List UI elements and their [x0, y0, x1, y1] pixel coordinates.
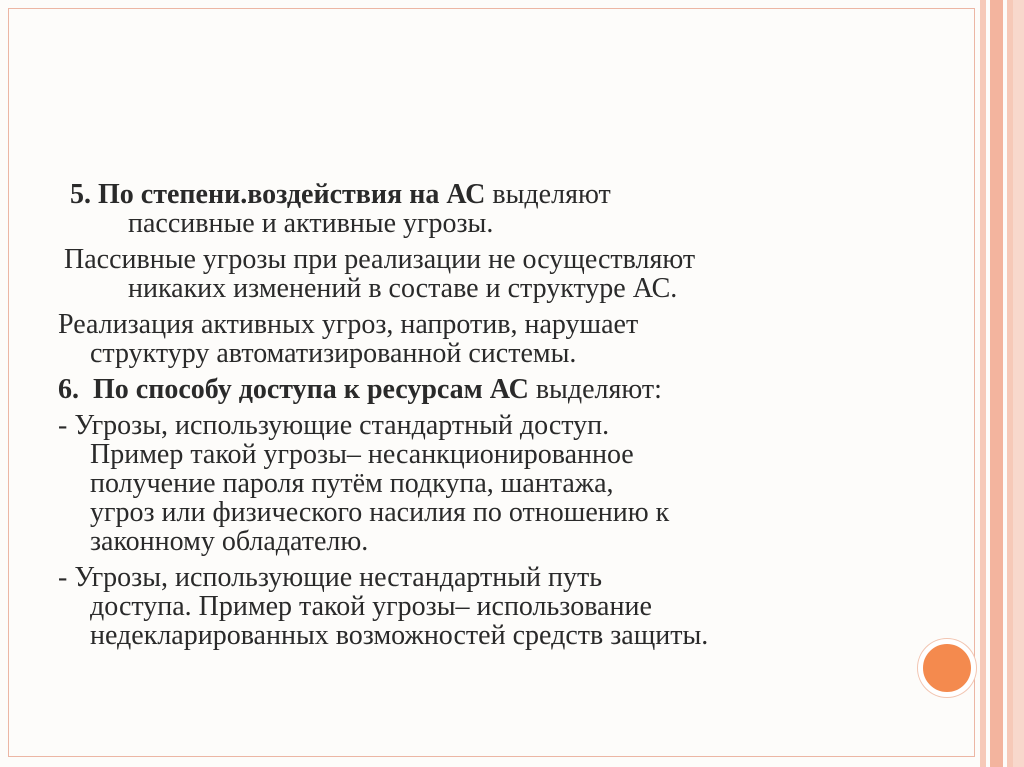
stripe	[990, 0, 1003, 767]
paragraph-5-line-2: пассивные и активные угрозы.	[128, 208, 494, 239]
decorative-stripes	[980, 0, 1024, 767]
item-number: 6.	[58, 374, 79, 405]
text-line: - Угрозы, использующие нестандартный путь	[58, 562, 603, 593]
item-number: 5.	[70, 179, 91, 210]
paragraph-5-line-1	[58, 180, 888, 209]
text-line: Пример такой угрозы– несанкционированное	[90, 439, 634, 470]
text-line: Пассивные угрозы при реализации не осуществляют	[64, 244, 696, 275]
text: выделяют	[485, 179, 611, 210]
stripe	[1013, 0, 1024, 767]
slide-body	[58, 180, 888, 657]
bold-heading: По степени.воздействия на АС	[98, 179, 486, 210]
bullet-standard-access	[58, 411, 888, 556]
decorative-orange-circle	[918, 639, 976, 697]
text-line: Реализация активных угроз, напротив, нарушает	[58, 309, 639, 340]
paragraph-5	[58, 180, 888, 238]
paragraph-active	[58, 310, 888, 368]
text: выделяют:	[528, 374, 662, 405]
text-line: - Угрозы, использующие стандартный доступ.	[58, 410, 610, 441]
bold-heading: По способу доступа к ресурсам АС	[93, 374, 529, 405]
bullet-nonstandard-access	[58, 563, 888, 650]
text-line: недекларированных возможностей средств защиты.	[90, 620, 709, 651]
text-line: никаких изменений в составе и структуре АС.	[128, 273, 678, 304]
paragraph-6-line-1	[58, 375, 888, 404]
text-line: доступа. Пример такой угрозы– использование	[90, 591, 652, 622]
paragraph-passive	[58, 245, 888, 303]
text-line: структуру автоматизированной системы.	[90, 338, 577, 369]
text-line: получение пароля путём подкупа, шантажа,	[90, 468, 614, 499]
text-line: законному обладателю.	[90, 526, 369, 557]
paragraph-6	[58, 375, 888, 404]
text-line: угроз или физического насилия по отношению к	[90, 497, 670, 528]
